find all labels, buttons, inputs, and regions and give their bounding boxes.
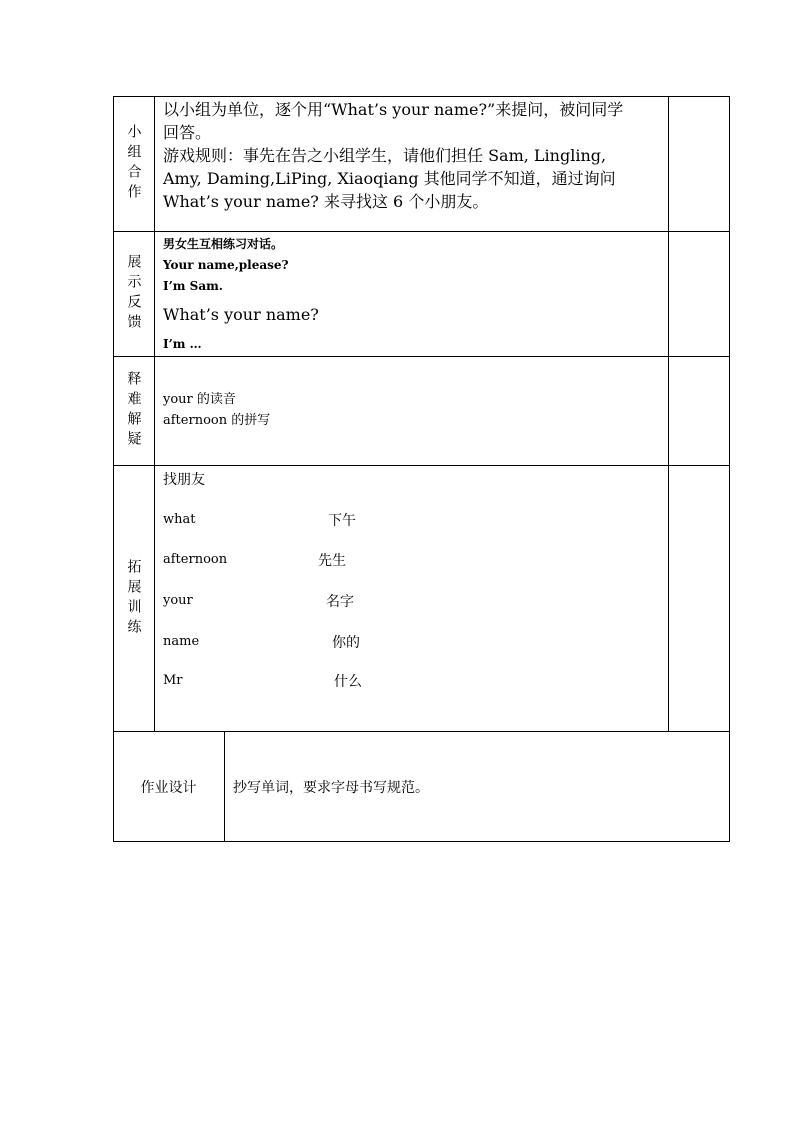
match-word-en: your: [163, 593, 193, 608]
dialogue-line-3: What’s your name?: [163, 305, 319, 324]
group-work-line-3: 游戏规则：事先在告之小组学生，请他们担任 Sam, Lingling,: [163, 146, 607, 165]
match-word-zh: 你的: [332, 635, 360, 651]
matching-title: 找朋友: [163, 472, 205, 488]
row-label-difficulties: 释难解疑: [125, 371, 142, 451]
match-word-zh: 名字: [326, 594, 354, 610]
homework-text: 抄写单词，要求字母书写规范。: [233, 779, 429, 796]
presentation-instruction: 男女生互相练习对话。: [163, 237, 284, 251]
match-word-en: name: [163, 634, 200, 649]
group-work-line-1: 以小组为单位，逐个用“What’s your name?”来提问，被问同学: [163, 100, 624, 119]
difficulty-line-2: afternoon 的拼写: [163, 413, 271, 428]
lesson-plan-table: [113, 96, 730, 842]
match-word-zh: 下午: [328, 513, 356, 529]
dialogue-line-2: I’m Sam.: [163, 279, 223, 293]
match-word-en: afternoon: [163, 552, 228, 567]
row-label-group-work: 小组合作: [125, 123, 142, 204]
dialogue-line-1: Your name,please?: [163, 258, 289, 272]
match-word-zh: 先生: [318, 553, 346, 569]
match-word-zh: 什么: [334, 674, 362, 690]
group-work-line-5: What’s your name? 来寻找这 6 个小朋友。: [163, 192, 489, 211]
match-word-en: Mr: [163, 673, 183, 688]
difficulty-line-1: your 的读音: [163, 392, 236, 407]
dialogue-line-4: I’m …: [163, 337, 202, 351]
row-label-homework: 作业设计: [140, 779, 197, 796]
row-label-presentation: 展示反馈: [125, 254, 142, 334]
match-word-en: what: [163, 512, 196, 527]
group-work-line-4: Amy, Daming,LiPing, Xiaoqiang 其他同学不知道，通过询问: [163, 169, 616, 188]
row-label-extension: 拓展训练: [125, 558, 142, 639]
table-border: [113, 96, 730, 842]
group-work-line-2: 回答。: [163, 123, 212, 142]
